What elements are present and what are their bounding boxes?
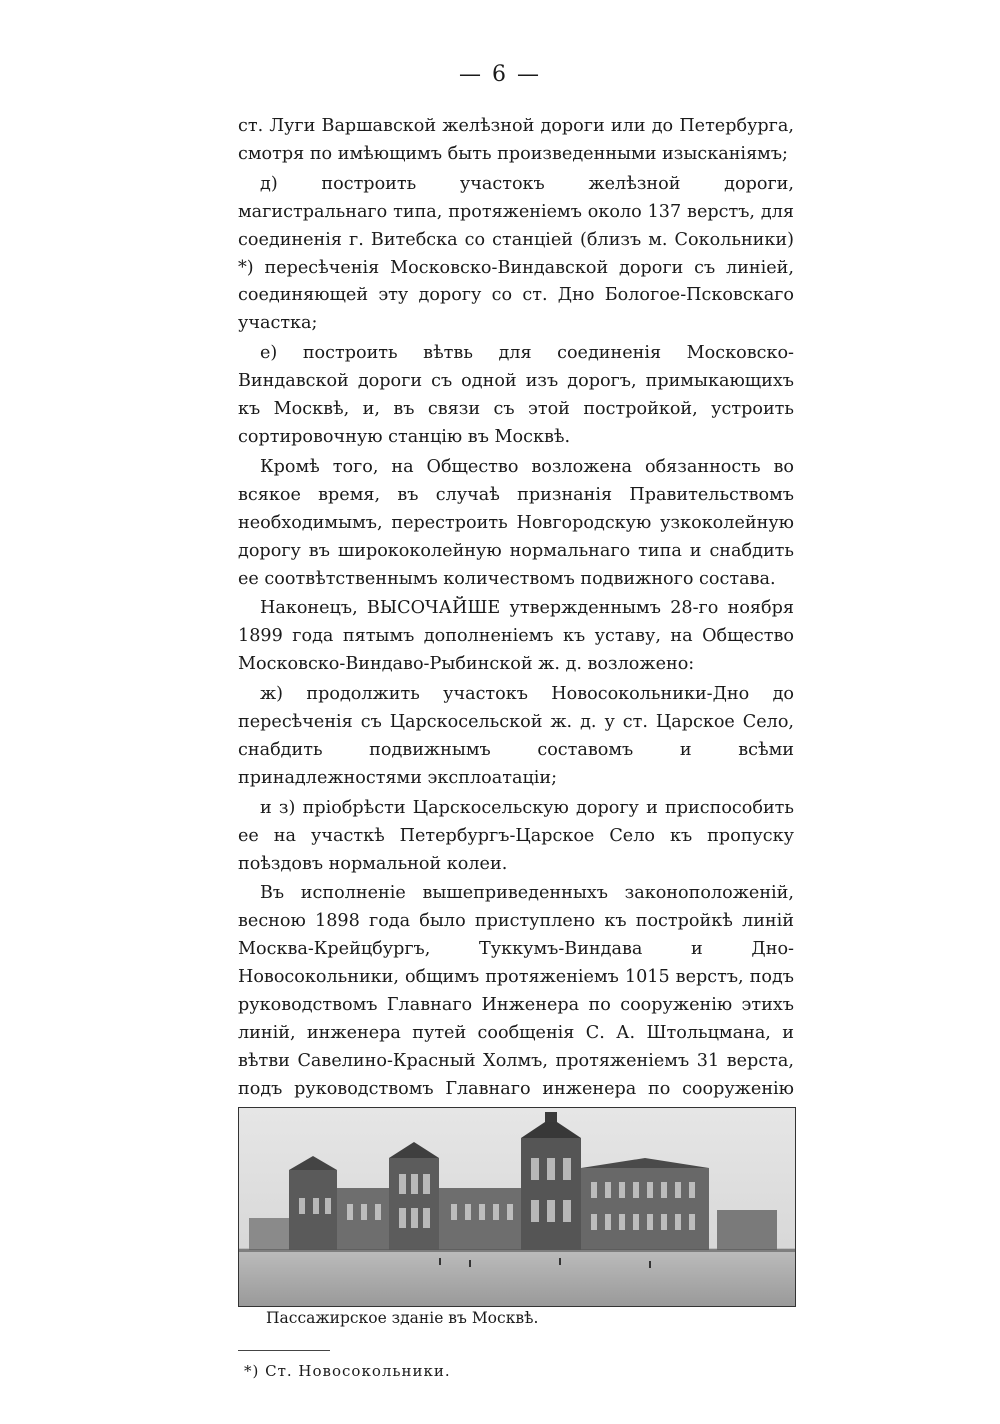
- paragraph: Кромѣ того, на Общество возложена обязанность во всякое время, въ случаѣ признанія Правительствомъ необходимымъ, перестроить Новгородскую узкоколейную дорогу въ ширококолейную нормальнаго типа и снабдить ее соотвѣтственнымъ количествомъ подвижного состава.: [238, 456, 794, 589]
- body-text: [238, 113, 794, 1132]
- paragraph: и з) пріобрѣсти Царскосельскую дорогу и приспособить ее на участкѣ Петербургъ-Царское Село къ пропуску поѣздовъ нормальной колеи.: [238, 797, 794, 874]
- station-building-illustration: [239, 1108, 795, 1306]
- paragraph: ст. Луги Варшавской желѣзной дороги или до Петербурга, смотря по имѣющимъ быть произведенными изысканіямъ;: [238, 116, 794, 164]
- page-number: — 6 —: [459, 62, 541, 87]
- figure-caption: Пассажирское зданіе въ Москвѣ.: [266, 1309, 539, 1327]
- paragraph: Въ исполненіе вышеприведенныхъ законоположеній, весною 1898 года было приступлено къ постройкѣ линій Москва-Крейцбургъ, Туккумъ-Виндава и Дно-Новосокольники, общимъ протяженіемъ 1015 верстъ, подъ руководствомъ Главнаго Инженера по сооруженію этихъ линій, инженера путей сообщенія С. А. Штольцмана, и вѣтви Савелино-Красный Холмъ, протяженіемъ 31 верста, подъ руководствомъ Главнаго инженера по сооруженію: [238, 883, 794, 1099]
- footnote-rule: [238, 1350, 330, 1351]
- paragraph: ж) продолжить участокъ Новосокольники-Дно до пересѣченія съ Царскосельской ж. д. у ст. Царское Село, снабдить подвижнымъ составомъ и всѣми принадлежностями эксплоатаціи;: [238, 684, 794, 788]
- paragraph: д) построить участокъ желѣзной дороги, магистральнаго типа, протяженіемъ около 137 верстъ, для соединенія г. Витебска со станціей (близъ м. Сокольники) *) пересѣченія Московско-Виндавской дороги съ линіей, соединяющей эту дорогу со ст. Дно Бологое-Псковскаго участка;: [238, 173, 794, 334]
- paragraph: е) построить вѣтвь для соединенія Московско-Виндавской дороги съ одной изъ дорогъ, примыкающихъ къ Москвѣ, и, въ связи съ этой постройкой, устроить сортировочную станцію въ Москвѣ.: [238, 343, 794, 447]
- footnote: *) Ст. Новосокольники.: [244, 1362, 451, 1380]
- station-photo: [238, 1107, 796, 1307]
- paragraph: Наконецъ, ВЫСОЧАЙШЕ утвержденнымъ 28-го ноября 1899 года пятымъ дополненіемъ къ уставу, на Общество Московско-Виндаво-Рыбинской ж. д. возложено:: [238, 598, 794, 675]
